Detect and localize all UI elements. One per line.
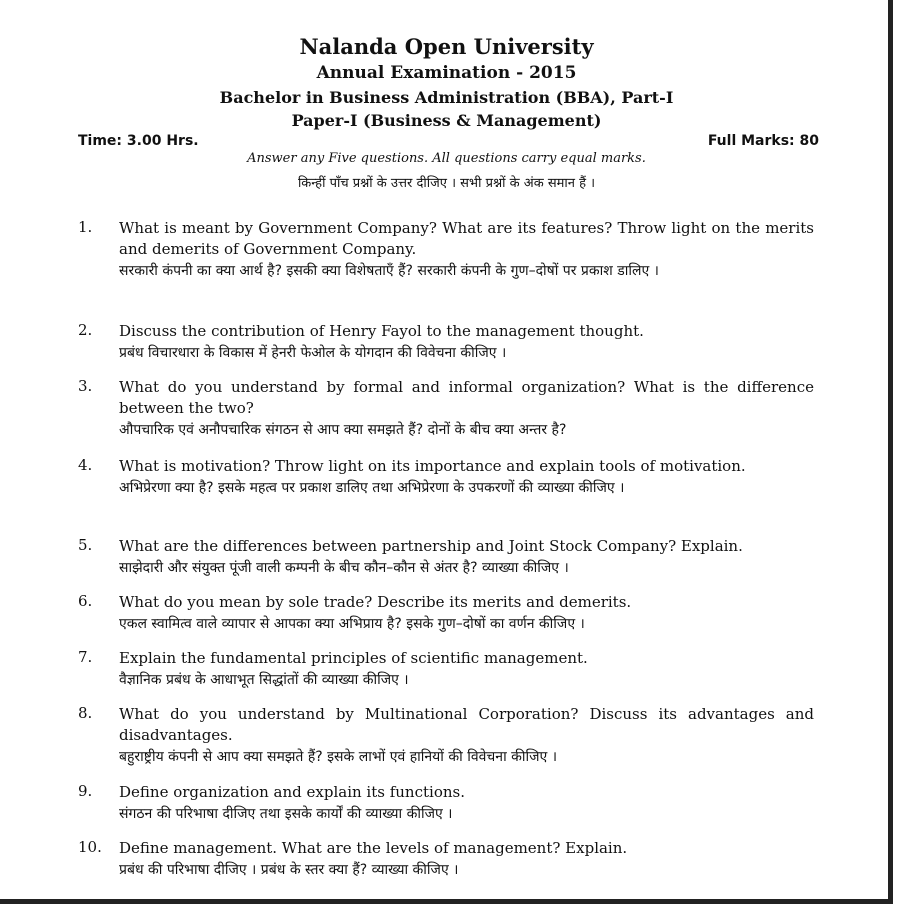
- question-text-hi: साझेदारी और संयुक्त पूंजी वाली कम्पनी के बीच कौन–कौन से अंतर है? व्याख्या कीजिए ।: [119, 560, 569, 576]
- university-title: Nalanda Open University: [299, 34, 594, 59]
- question-number: 5.: [78, 536, 93, 554]
- question-number: 9.: [78, 782, 93, 800]
- question-text-hi: सरकारी कंपनी का क्या आर्थ है? इसकी क्या विशेषताएँ हैं? सरकारी कंपनी के गुण–दोषों पर प्रकाश डालिए ।: [119, 263, 659, 279]
- question-number: 6.: [78, 592, 93, 610]
- question-text-hi: संगठन की परिभाषा दीजिए तथा इसके कार्यों की व्याख्या कीजिए ।: [119, 806, 453, 822]
- question-text-en: Discuss the contribution of Henry Fayol to the management thought.: [119, 322, 644, 340]
- question-text-hi: औपचारिक एवं अनौपचारिक संगठन से आप क्या समझते हैं? दोनों के बीच क्या अन्तर है?: [119, 422, 567, 438]
- question-number: 10.: [78, 838, 102, 856]
- question-text-hi: प्रबंध विचारधारा के विकास में हेनरी फेओल के योगदान की विवेचना कीजिए ।: [119, 345, 507, 361]
- question-text-hi: बहुराष्ट्रीय कंपनी से आप क्या समझते हैं? इसके लाभों एवं हानियों की विवेचना कीजिए ।: [119, 749, 558, 765]
- question-text-en: Define management. What are the levels of management? Explain.: [119, 839, 628, 857]
- question-number: 1.: [78, 218, 93, 236]
- instruction-english: Answer any Five questions. All questions carry equal marks.: [247, 151, 646, 166]
- question-text-hi: अभिप्रेरणा क्या है? इसके महत्व पर प्रकाश डालिए तथा अभिप्रेरणा के उपकरणों की व्याख्या कीजिए ।: [119, 480, 625, 496]
- question-text-hi: एकल स्वामित्व वाले व्यापार से आपका क्या अभिप्राय है? इसके गुण–दोषों का वर्णन कीजिए ।: [119, 616, 585, 632]
- time-allowed: Time: 3.00 Hrs.: [78, 133, 199, 149]
- question-number: 8.: [78, 704, 93, 722]
- question-number: 4.: [78, 456, 93, 474]
- exam-title: Annual Examination - 2015: [316, 63, 577, 83]
- question-text-en: What are the differences between partnership and Joint Stock Company? Explain.: [119, 537, 743, 555]
- instruction-hindi: किन्हीं पाँच प्रश्नों के उत्तर दीजिए । सभी प्रश्नों के अंक समान हैं ।: [297, 176, 596, 191]
- paper-title: Paper-I (Business & Management): [291, 111, 602, 130]
- question-text-en: What do you understand by formal and informal organization? What is the difference between the two?: [119, 378, 814, 417]
- question-text-en: What do you mean by sole trade? Describe its merits and demerits.: [119, 593, 632, 611]
- question-text-en: Define organization and explain its functions.: [119, 783, 465, 801]
- question-number: 3.: [78, 377, 93, 395]
- question-text-en: Explain the fundamental principles of scientific management.: [119, 649, 588, 667]
- question-text-en: What is motivation? Throw light on its importance and explain tools of motivation.: [119, 457, 746, 475]
- question-number: 7.: [78, 648, 93, 666]
- question-text-hi: वैज्ञानिक प्रबंध के आधाभूत सिद्धांतों की व्याख्या कीजिए ।: [119, 672, 409, 688]
- question-number: 2.: [78, 321, 93, 339]
- course-title: Bachelor in Business Administration (BBA), Part-I: [219, 88, 674, 107]
- full-marks: Full Marks: 80: [707, 133, 819, 149]
- question-text-en: What do you understand by Multinational Corporation? Discuss its advantages and disadvantages.: [119, 705, 814, 744]
- question-text-en: What is meant by Government Company? What are its features? Throw light on the merits and demerits of Government Company.: [119, 219, 814, 258]
- question-text-hi: प्रबंध की परिभाषा दीजिए । प्रबंध के स्तर क्या हैं? व्याख्या कीजिए ।: [119, 862, 459, 878]
